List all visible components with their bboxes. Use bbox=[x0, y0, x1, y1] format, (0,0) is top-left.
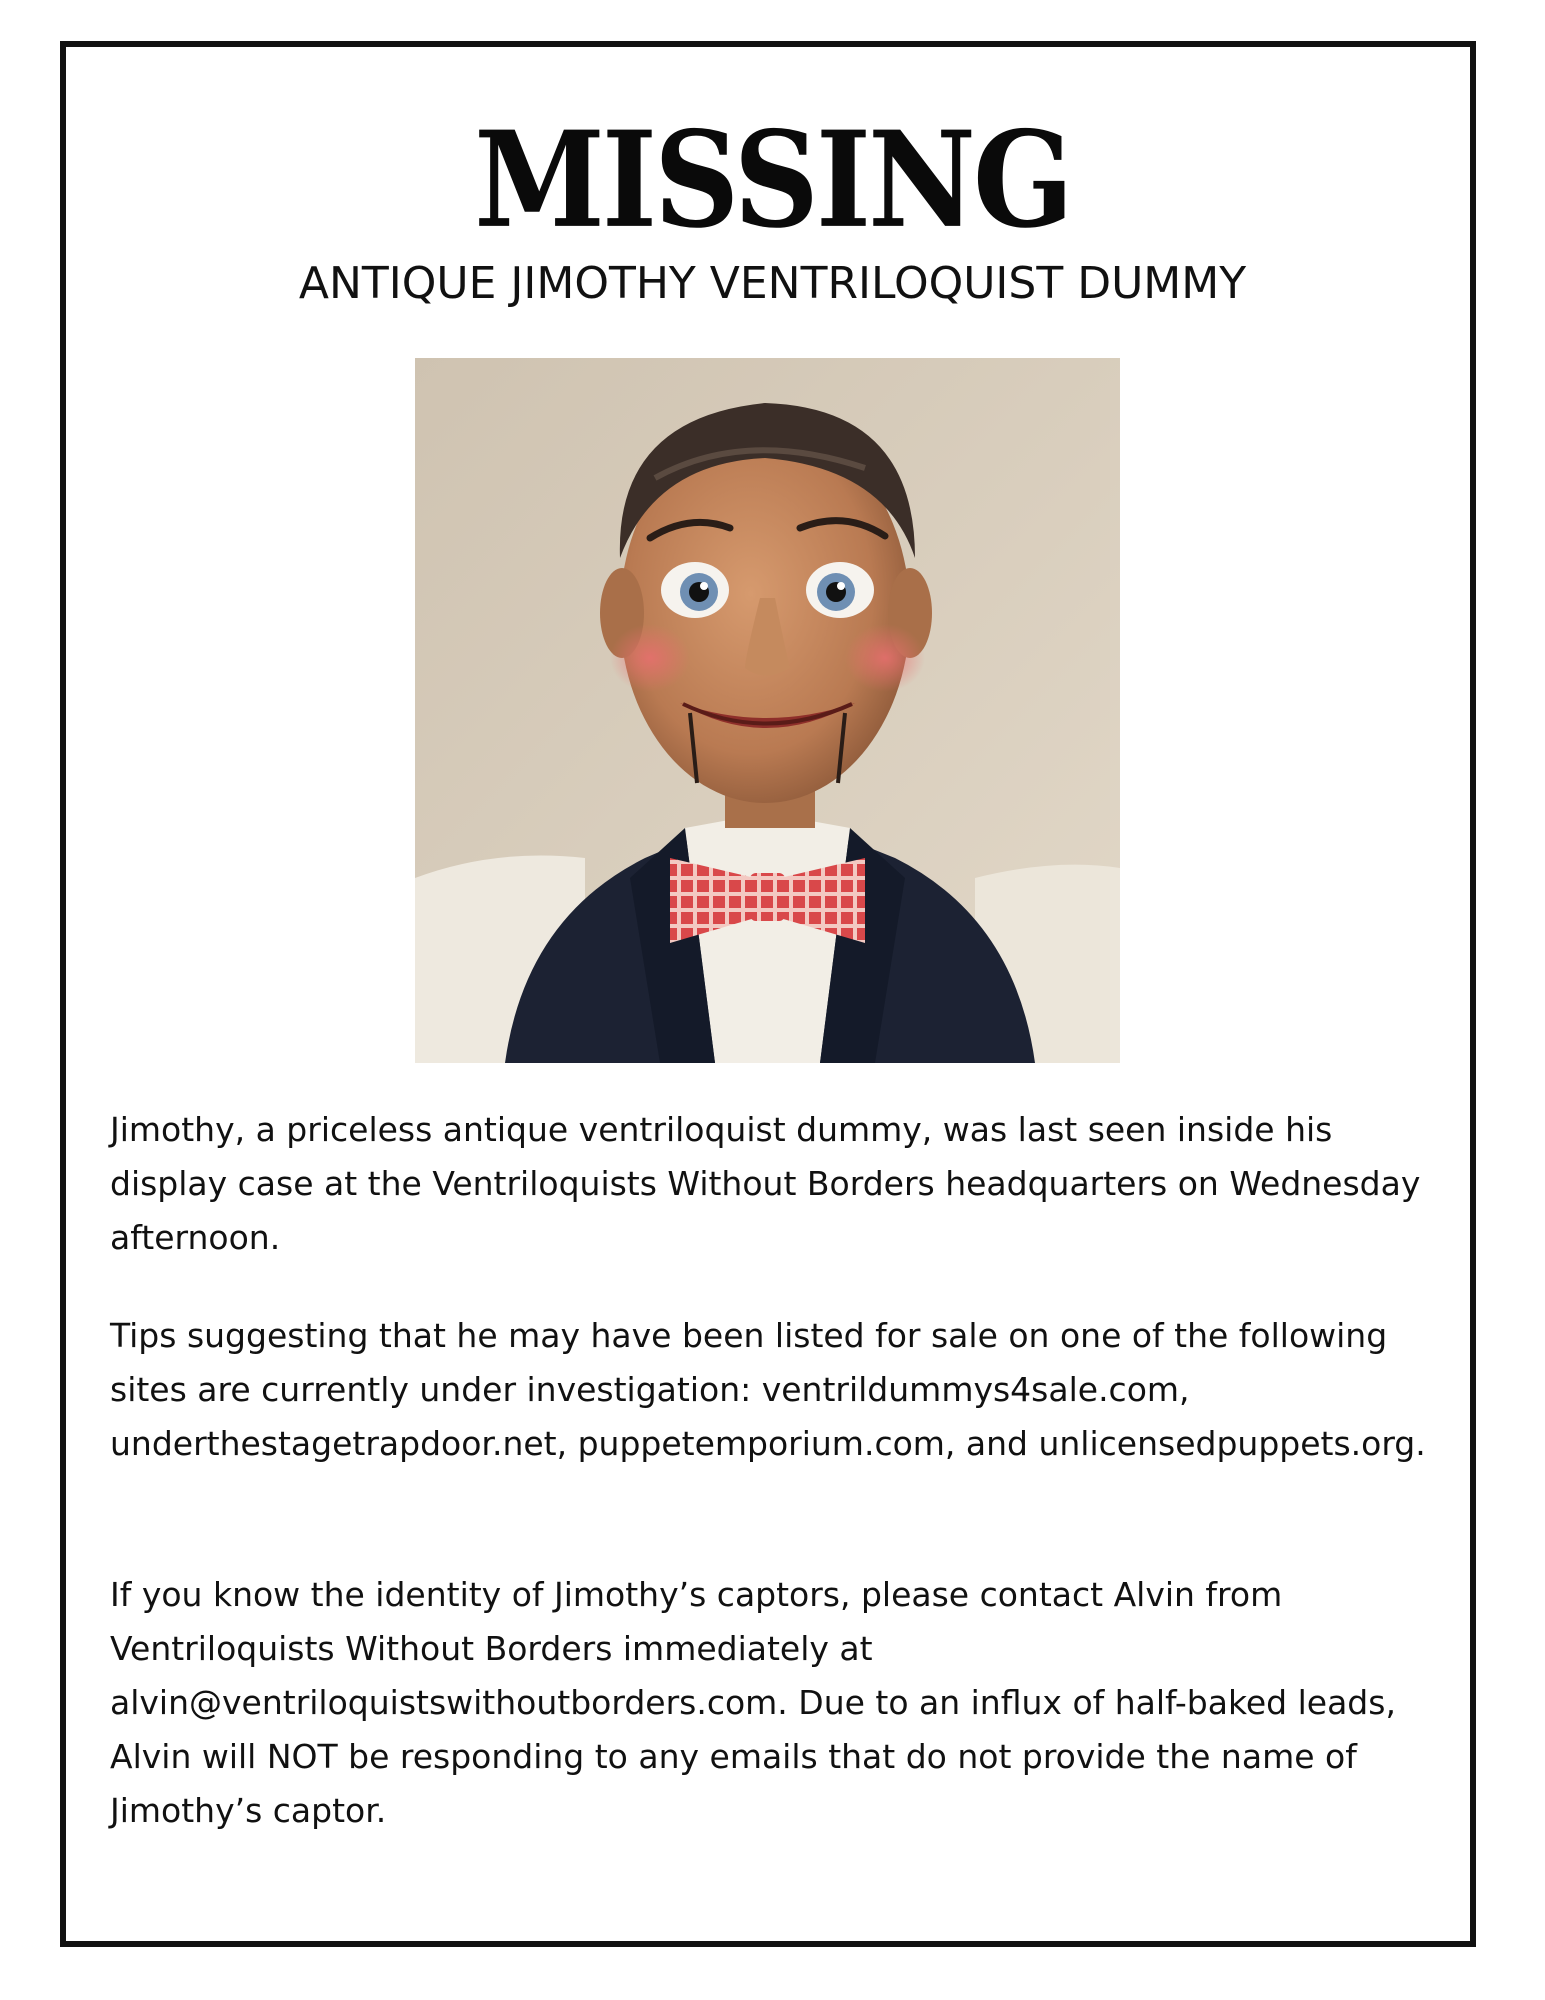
contact-paragraph: If you know the identity of Jimothy’s captors, please contact Alvin from Ventriloquists Without Borders immediately at alvin@ventriloquistswithoutborders.com. Due to an influx of half-baked leads, Alvin will NOT be responding to any emails that do not provide the name of Jimothy’s captor. bbox=[110, 1575, 1396, 1830]
tips-paragraph: Tips suggesting that he may have been listed for sale on one of the following sites are currently under investigation: ventrildummys4sale.com, underthestagetrapdoor.net, puppetemporium.com, and unlicensedpuppets.org. bbox=[110, 1316, 1426, 1463]
description-paragraph: Jimothy, a priceless antique ventriloquist dummy, was last seen inside his display case at the Ventriloquists Without Borders headquarters on Wednesday afternoon. bbox=[110, 1110, 1421, 1257]
headline: MISSING bbox=[474, 101, 1071, 258]
subheadline: ANTIQUE JIMOTHY VENTRILOQUIST DUMMY bbox=[298, 258, 1247, 309]
dummy-photo bbox=[415, 358, 1120, 1063]
